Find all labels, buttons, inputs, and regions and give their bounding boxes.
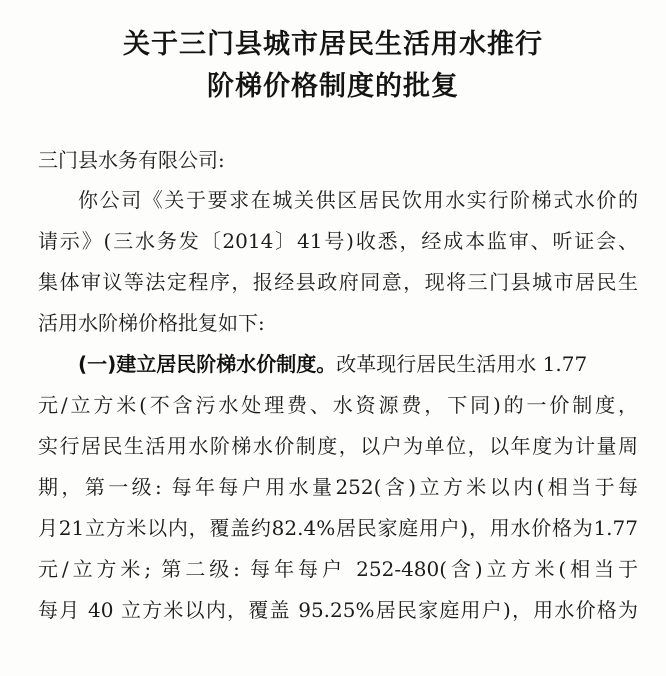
salutation: 三门县水务有限公司: bbox=[38, 148, 225, 172]
document-title-line-1: 关于三门县城市居民生活用水推行 bbox=[123, 29, 543, 60]
paragraph-2-line-2: 元/立方米(不含污水处理费、水资源费，下同)的一价制度， bbox=[38, 393, 638, 417]
paragraph-2-line-1 bbox=[78, 351, 638, 377]
paragraph-1-line-3: 集体审议等法定程序，报经县政府同意，现将三门县城市居民生 bbox=[38, 270, 638, 294]
paragraph-2-line-3: 实行居民生活用水阶梯水价制度，以户为单位，以年度为计量周 bbox=[38, 434, 638, 458]
paragraph-1-line-4: 活用水阶梯价格批复如下: bbox=[38, 311, 265, 335]
paragraph-2-line-6: 元/立方米; 第二级: 每年每户 252-480(含)立方米(相当于 bbox=[38, 557, 638, 581]
paragraph-1-line-1: 你公司《关于要求在城关供区居民饮用水实行阶梯式水价的 bbox=[78, 188, 638, 212]
paragraph-2-line-5: 月21立方米以内，覆盖约82.4%居民家庭用户)，用水价格为1.77 bbox=[38, 516, 638, 540]
paragraph-2-line-4: 期，第一级: 每年每户用水量252(含)立方米以内(相当于每 bbox=[38, 475, 638, 499]
section-heading: (一)建立居民阶梯水价制度。 bbox=[78, 352, 337, 376]
paragraph-1-line-2: 请示》(三水务发〔2014〕41号)收悉，经成本监审、听证会、 bbox=[38, 229, 638, 253]
document-title-line-2: 阶梯价格制度的批复 bbox=[207, 71, 459, 102]
paragraph-2-line-1-rest: 改革现行居民生活用水 1.77 bbox=[336, 352, 588, 376]
paragraph-2-line-7: 每月 40 立方米以内，覆盖 95.25%居民家庭用户)，用水价格为 bbox=[38, 598, 638, 622]
